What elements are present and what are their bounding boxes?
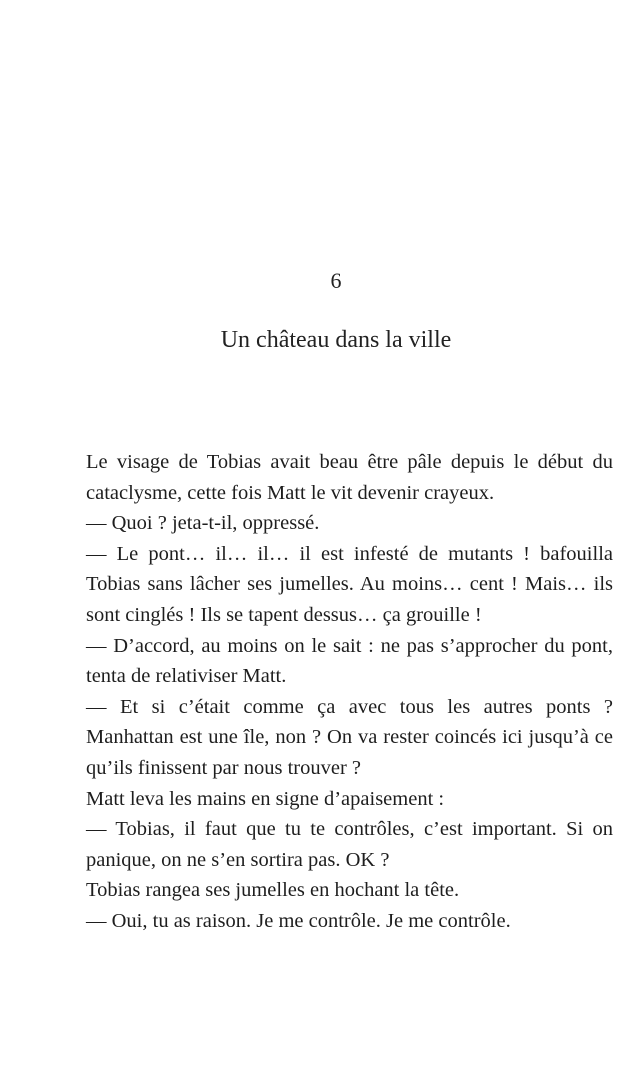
chapter-title: Un château dans la ville (220, 327, 452, 353)
paragraph: Matt leva les mains en signe d’apaisement : (86, 787, 445, 810)
paragraph: — Et si c’était comme ça avec tous les autres ponts ? Manhattan est une île, non ? On va rester coincés ici jusqu’à ce qu’ils finissent par nous trouver ? (86, 695, 613, 779)
paragraph: Tobias rangea ses jumelles en hochant la tête. (86, 879, 460, 902)
paragraph: — D’accord, au moins on le sait : ne pas s’approcher du pont, tenta de relativiser Matt. (86, 634, 613, 688)
paragraph: — Oui, tu as raison. Je me contrôle. Je me contrôle. (86, 909, 511, 932)
paragraph: — Le pont… il… il… il est infesté de mutants ! bafouilla Tobias sans lâcher ses jumelles. Au moins… cent ! Mais… ils sont cinglés ! Ils se tapent dessus… ça grouille ! (86, 542, 613, 626)
paragraph: — Tobias, il faut que tu te contrôles, c’est important. Si on panique, on ne s’en sortira pas. OK ? (86, 818, 613, 871)
chapter-number: 6 (330, 268, 342, 293)
paragraph: Le visage de Tobias avait beau être pâle depuis le début du cataclysme, cette fois Matt le vit devenir crayeux. (86, 451, 613, 504)
chapter-body (86, 447, 613, 937)
paragraph: — Quoi ? jeta-t-il, oppressé. (86, 512, 320, 535)
